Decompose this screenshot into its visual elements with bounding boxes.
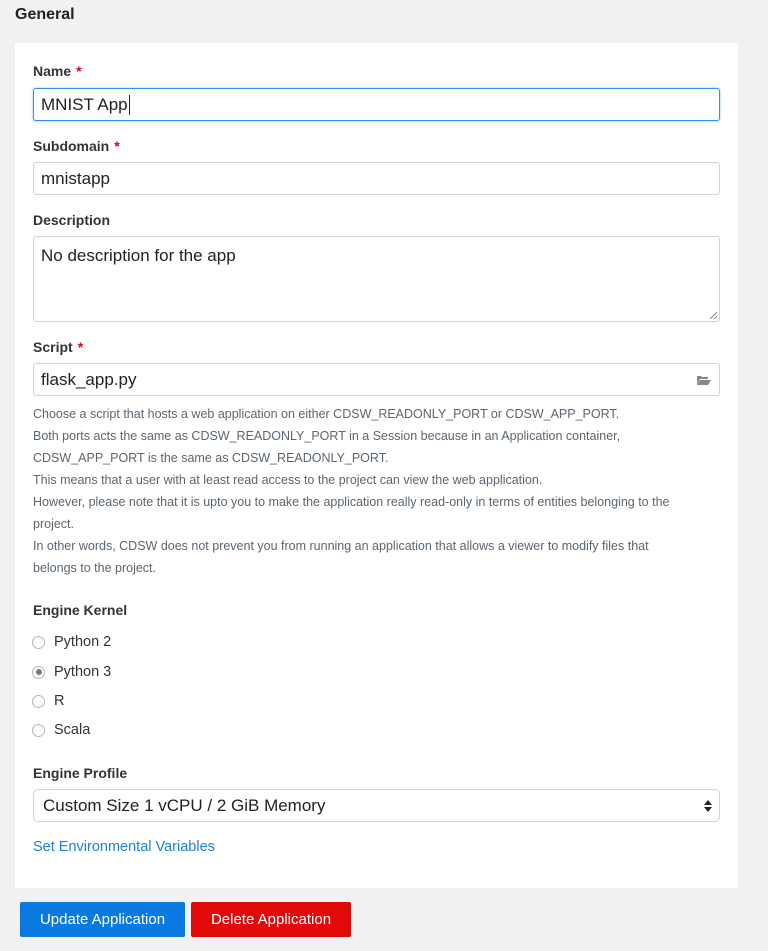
- engine-profile-select[interactable]: Custom Size 1 vCPU / 2 GiB Memory: [33, 789, 720, 822]
- set-env-variables-link[interactable]: Set Environmental Variables: [33, 839, 215, 855]
- script-help-text: Choose a script that hosts a web application on either CDSW_READONLY_PORT or CDSW_APP_PORT. Both ports acts the same as CDSW_READONLY_PORT in a Session because in an Application container, CDSW_APP_PORT is the same as CDSW_READONLY_PORT. This means that a user with at least read access to the project can view the web application. However, please note that it is upto you to make the application really read-only in terms of entities belonging to the project. In other words, CDSW does not prevent you from running an application that allows a viewer to modify files that belongs to the project.: [33, 407, 670, 575]
- description-label: Description: [33, 212, 111, 228]
- radio-scala[interactable]: Scala: [32, 722, 90, 738]
- resize-handle-icon[interactable]: [709, 311, 717, 319]
- script-input[interactable]: flask_app.py: [33, 363, 720, 396]
- subdomain-label: Subdomain *: [33, 138, 120, 154]
- delete-application-button[interactable]: Delete Application: [191, 902, 351, 937]
- update-application-button[interactable]: Update Application: [20, 902, 185, 937]
- name-label: Name *: [33, 63, 82, 79]
- section-title: General: [15, 6, 75, 23]
- engine-profile-label: Engine Profile: [33, 765, 128, 781]
- text-caret: [129, 95, 130, 115]
- script-label: Script *: [33, 339, 84, 355]
- name-input[interactable]: MNIST App: [33, 88, 720, 121]
- radio-r[interactable]: R: [32, 693, 64, 709]
- folder-open-icon[interactable]: [696, 374, 712, 386]
- radio-python-3[interactable]: Python 3: [32, 664, 111, 680]
- description-textarea[interactable]: No description for the app: [33, 236, 720, 322]
- select-arrows-icon: [704, 799, 712, 813]
- subdomain-input[interactable]: mnistapp: [33, 162, 720, 195]
- radio-python-2[interactable]: Python 2: [32, 634, 111, 650]
- engine-kernel-label: Engine Kernel: [33, 602, 128, 618]
